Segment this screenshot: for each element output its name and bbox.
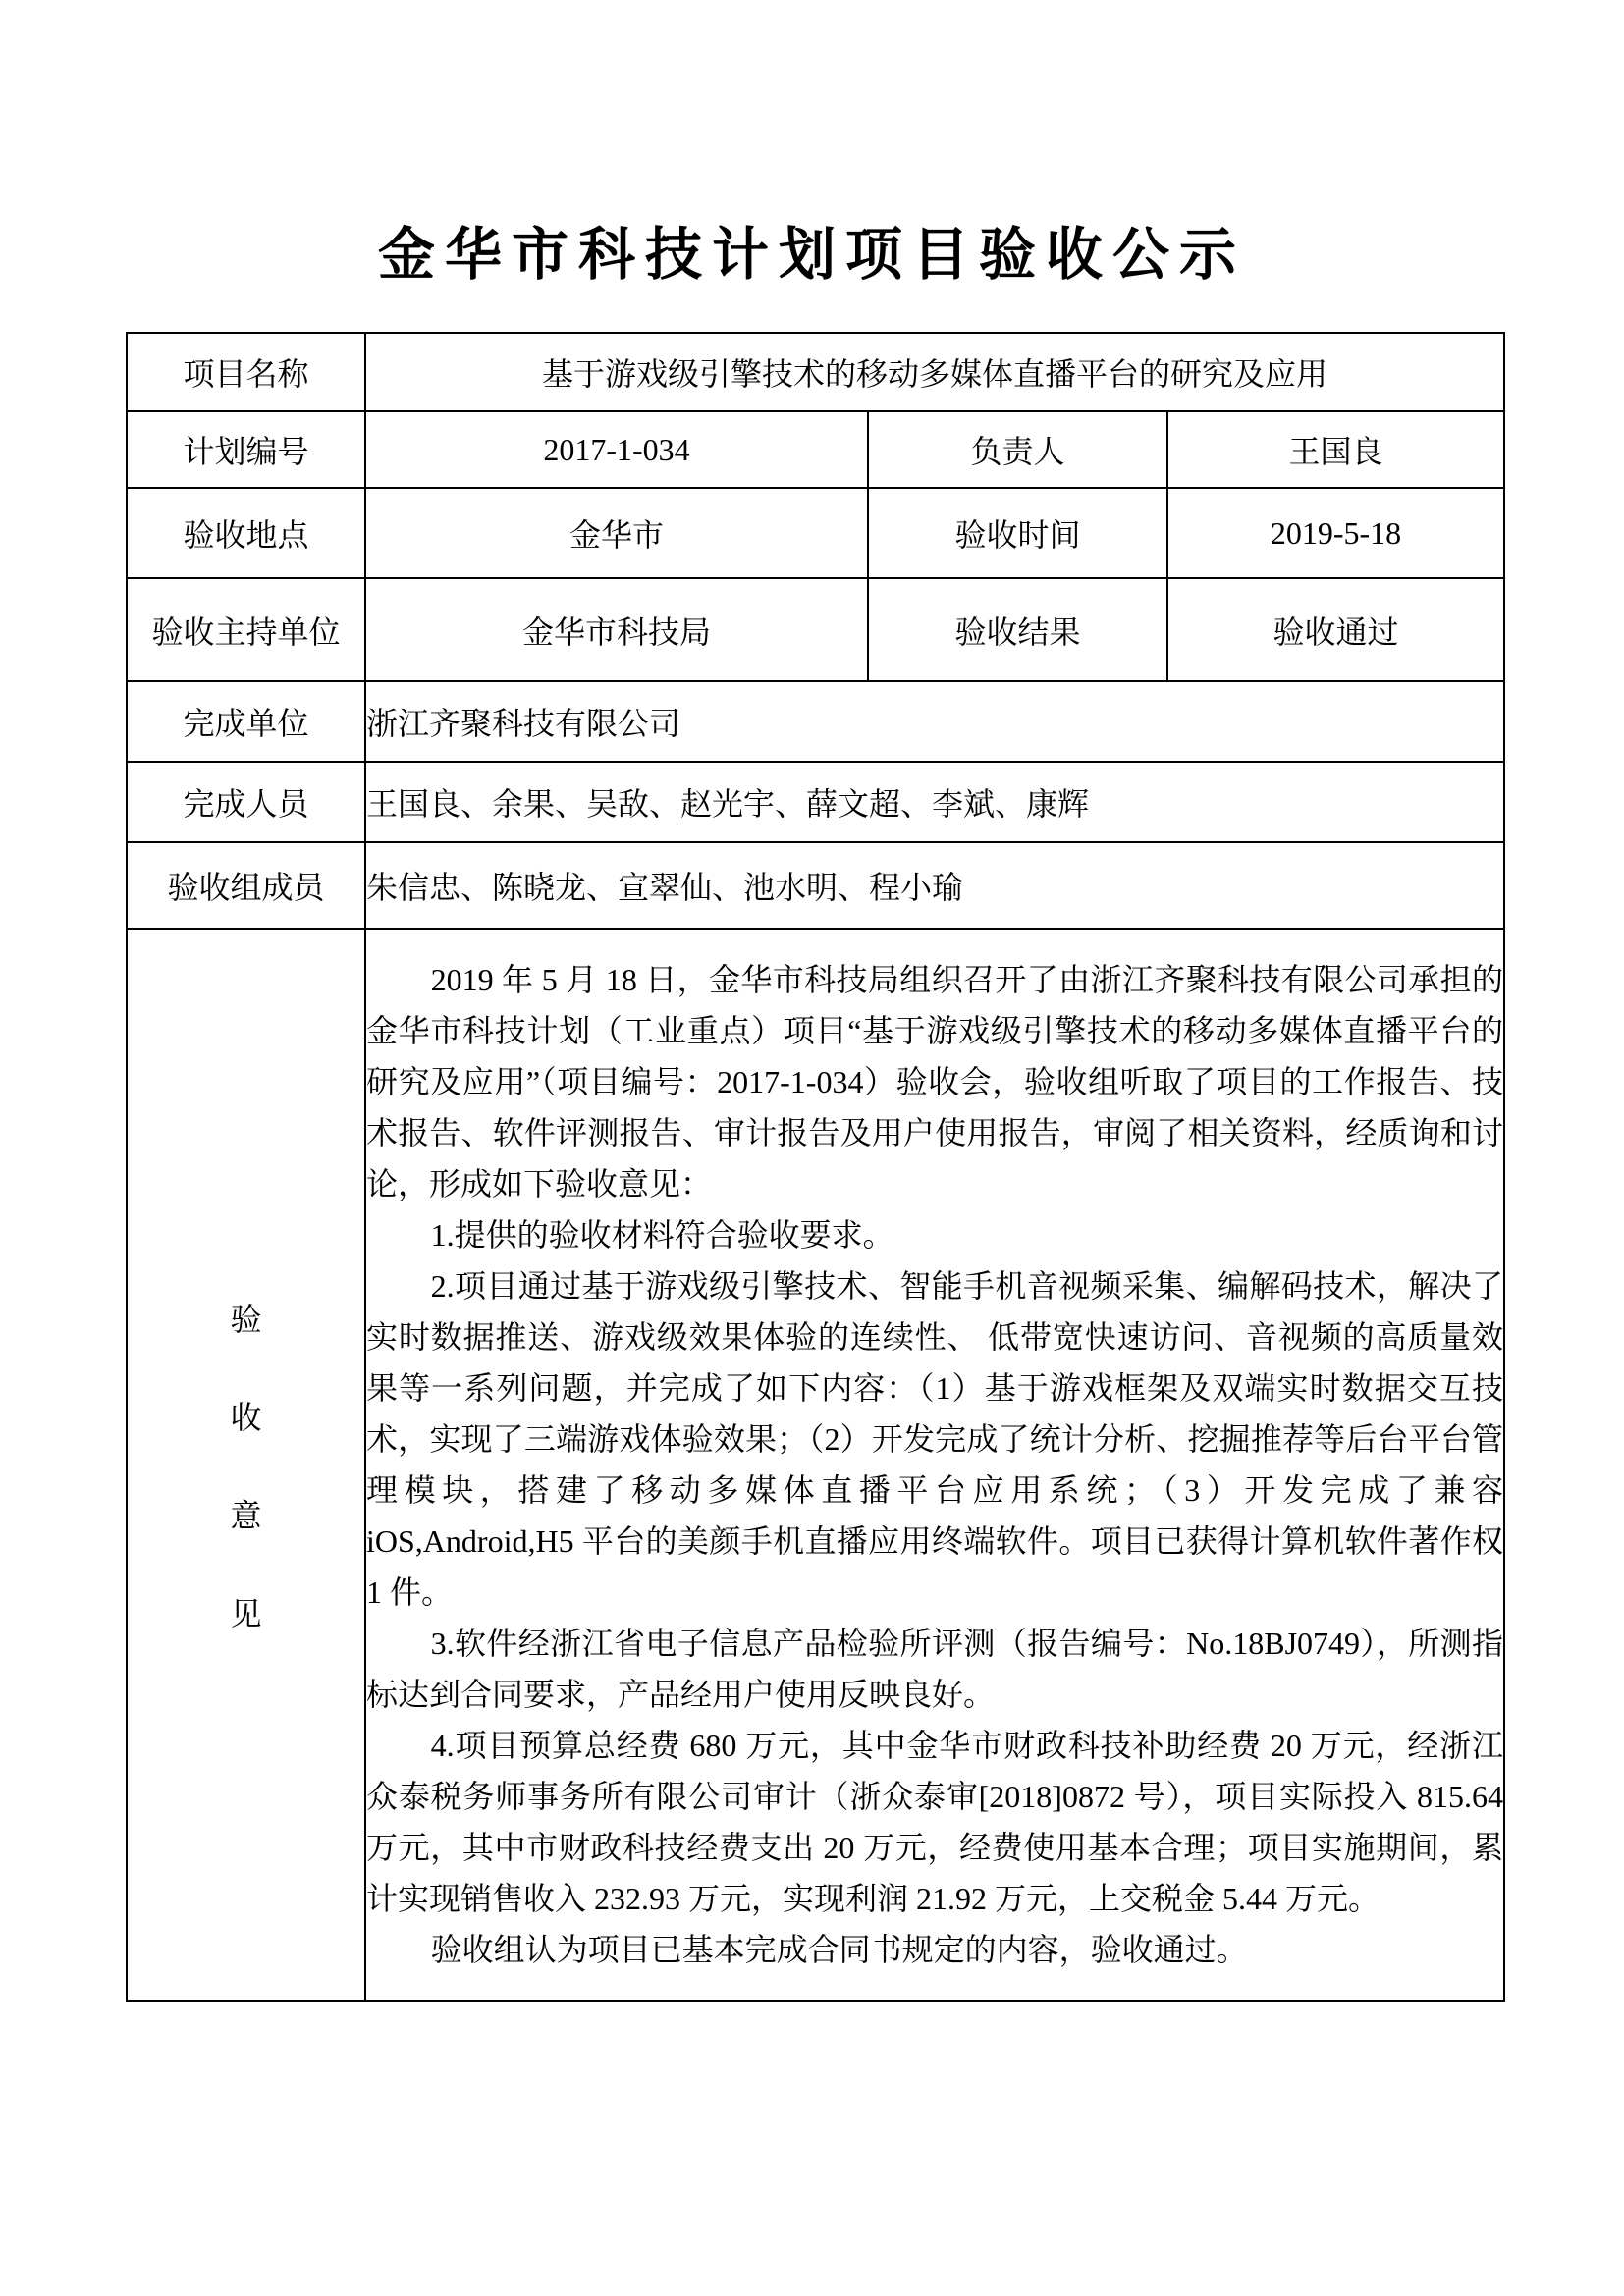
opinion-paragraph: 3.软件经浙江省电子信息产品检验所评测（报告编号：No.18BJ0749），所测指标达到合同要求，产品经用户使用反映良好。 bbox=[366, 1626, 1504, 1712]
acceptance-time-value: 2019-5-18 bbox=[1167, 488, 1504, 578]
opinion-content bbox=[365, 929, 1504, 2001]
acceptance-group-label: 验收组成员 bbox=[127, 842, 365, 929]
opinion-label-char: 见 bbox=[230, 1596, 262, 1631]
opinion-paragraph: 4.项目预算总经费 680 万元，其中金华市财政科技补助经费 20 万元，经浙江众泰税务师事务所有限公司审计（浙众泰审[2018]0872 号），项目实际投入 815.64 万元，其中市财政科技经费支出 20 万元，经费使用基本合理；项目实施期间，累计实现销售收入 232.93 万元，实现利润 21.92 万元，上交税金 5.44 万元。 bbox=[366, 1728, 1504, 1916]
leader-label: 负责人 bbox=[868, 411, 1167, 488]
completion-unit-value: 浙江齐聚科技有限公司 bbox=[365, 681, 1504, 762]
table-row bbox=[127, 488, 1504, 578]
project-name-value: 基于游戏级引擎技术的移动多媒体直播平台的研究及应用 bbox=[365, 333, 1504, 411]
completion-staff-value: 王国良、余果、吴敌、赵光宇、薛文超、李斌、康辉 bbox=[365, 762, 1504, 842]
table-row bbox=[127, 762, 1504, 842]
table-row bbox=[127, 681, 1504, 762]
table-row bbox=[127, 842, 1504, 929]
plan-number-label: 计划编号 bbox=[127, 411, 365, 488]
project-name-label: 项目名称 bbox=[127, 333, 365, 411]
page-title: 金华市科技计划项目验收公示 bbox=[377, 223, 1246, 287]
table-row bbox=[127, 578, 1504, 681]
opinion-paragraph: 1.提供的验收材料符合验收要求。 bbox=[430, 1217, 894, 1253]
acceptance-result-value: 验收通过 bbox=[1167, 578, 1504, 681]
host-unit-label: 验收主持单位 bbox=[127, 578, 365, 681]
opinion-label-char: 验 bbox=[230, 1302, 262, 1337]
acceptance-place-label: 验收地点 bbox=[127, 488, 365, 578]
acceptance-place-value: 金华市 bbox=[365, 488, 868, 578]
acceptance-table bbox=[126, 332, 1505, 2002]
plan-number-value: 2017-1-034 bbox=[365, 411, 868, 488]
leader-value: 王国良 bbox=[1167, 411, 1504, 488]
completion-staff-label: 完成人员 bbox=[127, 762, 365, 842]
opinion-label-char: 意 bbox=[230, 1498, 262, 1533]
table-row bbox=[127, 333, 1504, 411]
acceptance-time-label: 验收时间 bbox=[868, 488, 1167, 578]
acceptance-result-label: 验收结果 bbox=[868, 578, 1167, 681]
opinion-label bbox=[127, 929, 365, 2001]
completion-unit-label: 完成单位 bbox=[127, 681, 365, 762]
opinion-label-stack bbox=[128, 1295, 364, 1634]
table-row bbox=[127, 929, 1504, 2001]
opinion-paragraph: 验收组认为项目已基本完成合同书规定的内容，验收通过。 bbox=[430, 1932, 1248, 1967]
opinion-label-char: 收 bbox=[230, 1400, 262, 1435]
opinion-paragraph: 2019 年 5 月 18 日，金华市科技局组织召开了由浙江齐聚科技有限公司承担的金华市科技计划（工业重点）项目“基于游戏级引擎技术的移动多媒体直播平台的研究及应用”（项目编号：2017-1-034）验收会，验收组听取了项目的工作报告、技术报告、软件评测报告、审计报告及用户使用报告，审阅了相关资料，经质询和讨论，形成如下验收意见： bbox=[366, 962, 1504, 1201]
table-row bbox=[127, 411, 1504, 488]
acceptance-group-value: 朱信忠、陈晓龙、宣翠仙、池水明、程小瑜 bbox=[365, 842, 1504, 929]
opinion-paragraph: 2.项目通过基于游戏级引擎技术、智能手机音视频采集、编解码技术，解决了实时数据推送、游戏级效果体验的连续性、 低带宽快速访问、音视频的高质量效果等一系列问题，并完成了如下内容：（1）基于游戏框架及双端实时数据交互技术，实现了三端游戏体验效果；（2）开发完成了统计分析、挖掘推荐等后台平台管理模块，搭建了移动多媒体直播平台应用系统；（3）开发完成了兼容 iOS,Android,H5 平台的美颜手机直播应用终端软件。项目已获得计算机软件著作权 1 件。 bbox=[366, 1268, 1504, 1610]
host-unit-value: 金华市科技局 bbox=[365, 578, 868, 681]
